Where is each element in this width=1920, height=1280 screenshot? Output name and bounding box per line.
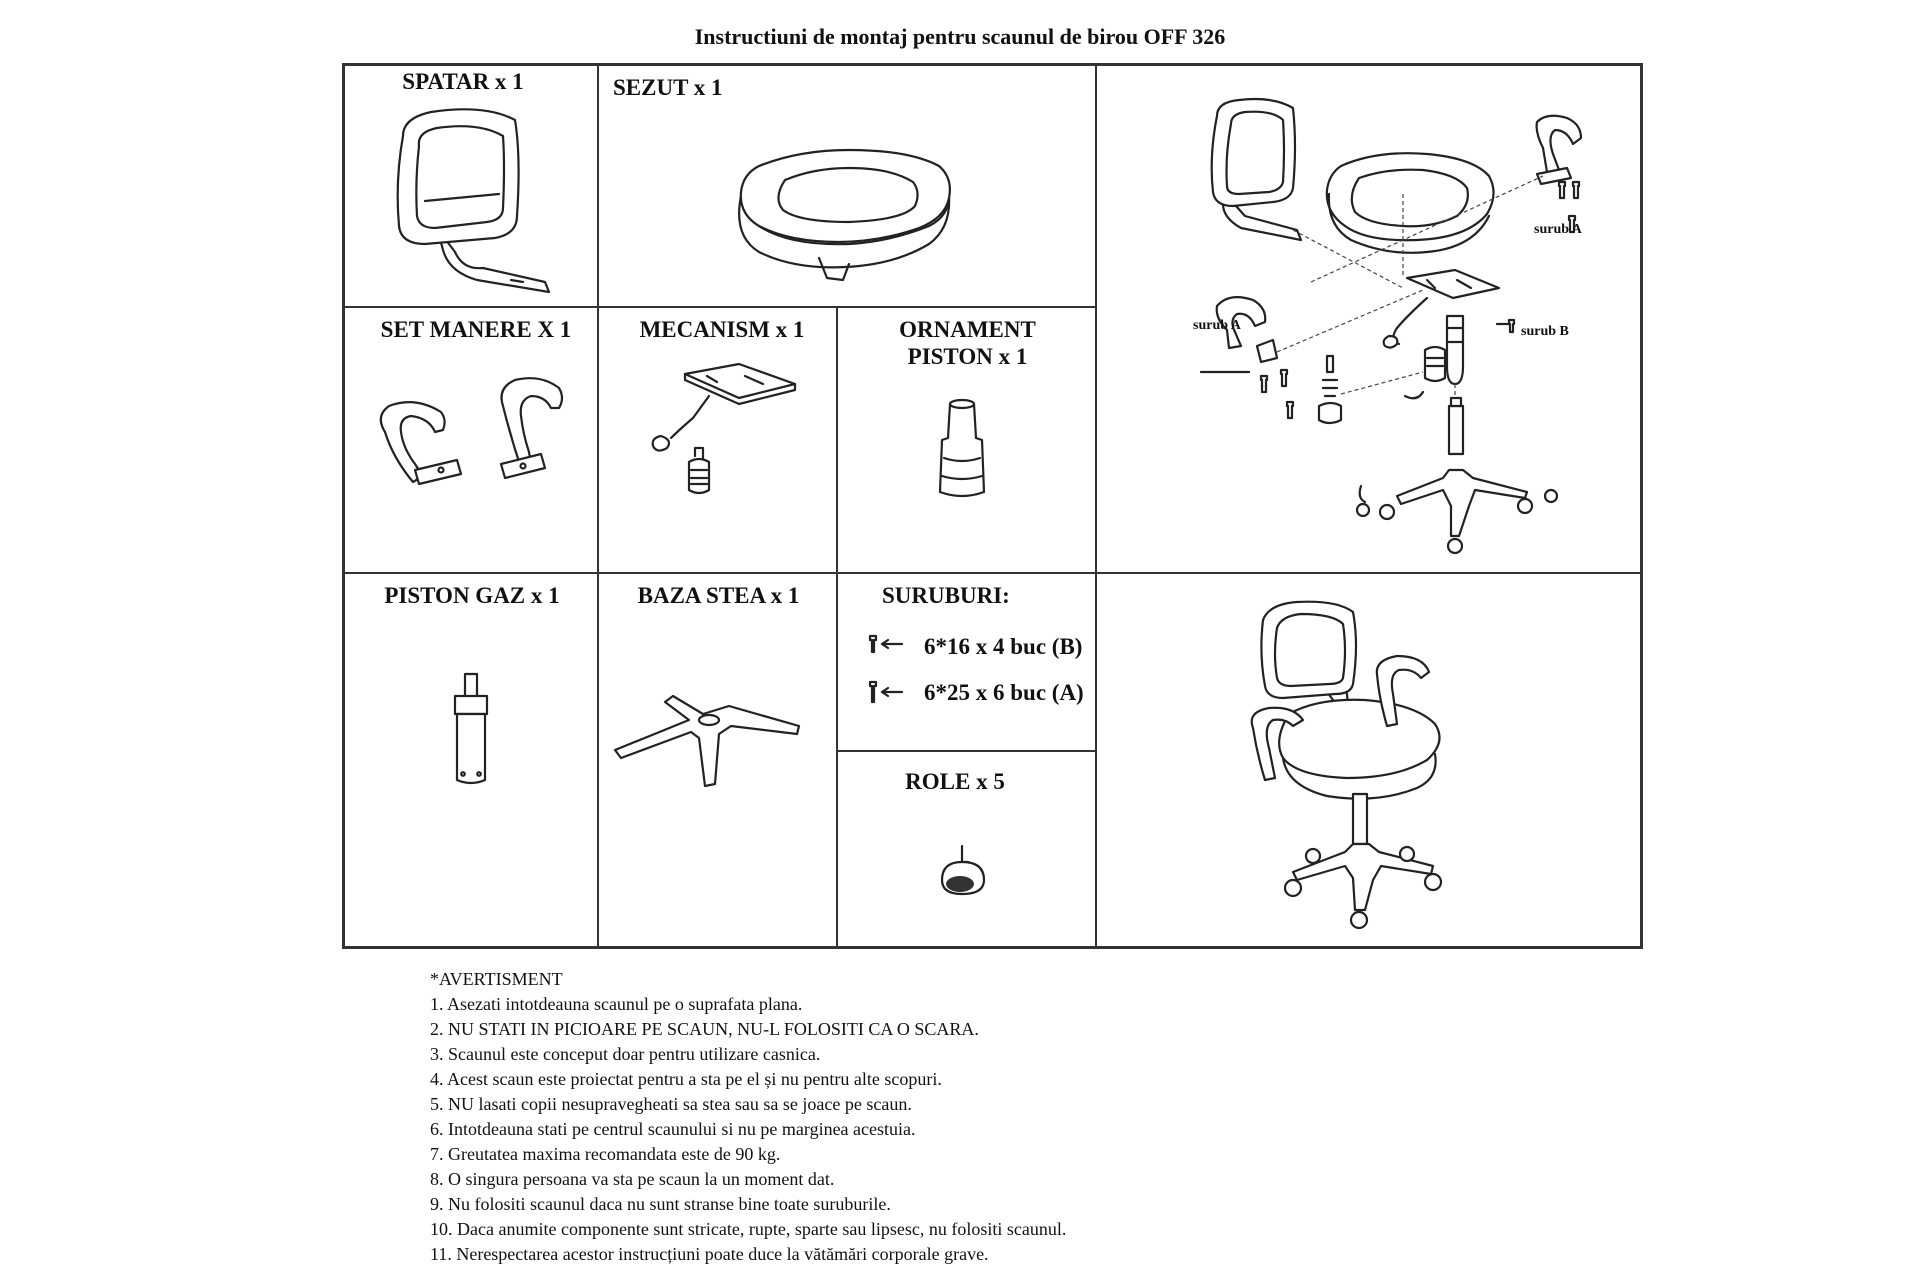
- screw-a-left-icon: [1261, 370, 1293, 418]
- cell-piston-gaz: [344, 573, 598, 947]
- cell-assembled-chair: [1096, 573, 1641, 947]
- tilt-mechanism-icon: [599, 308, 837, 573]
- label-ornament-line1: ORNAMENT: [899, 317, 1036, 342]
- label-surub-a-right: surub A: [1534, 222, 1582, 237]
- warning-item: 11. Nerespectarea acestor instrucțiuni poate duce la vătămări corporale grave.: [430, 1244, 989, 1264]
- label-ornament-line2: PISTON x 1: [907, 344, 1028, 369]
- cell-assembly-diagram: [1096, 65, 1641, 573]
- label-piston-gaz: PISTON GAZ x 1: [384, 583, 560, 608]
- exploded-assembly-illustration: [1097, 66, 1641, 573]
- label-spatar: SPATAR x 1: [402, 69, 524, 94]
- cell-sezut: [598, 65, 1096, 307]
- seat-cushion-icon: [599, 66, 1096, 307]
- label-mecanism: MECANISM x 1: [639, 317, 805, 342]
- screw-a-sample-icon: [868, 678, 928, 708]
- piston-cover-icon: [838, 308, 1096, 573]
- label-baza-stea: BAZA STEA x 1: [637, 583, 800, 608]
- label-role: ROLE x 5: [905, 769, 1005, 794]
- screw-a-spec: 6*25 x 6 buc (A): [924, 680, 1084, 705]
- parts-sheet: [342, 63, 1643, 949]
- screw-b-sample-icon: [868, 630, 928, 660]
- cell-mecanism: [598, 307, 837, 573]
- warning-item: 10. Daca anumite componente sunt stricate, rupte, sparte sau lipsesc, nu folositi scaunul.: [430, 1219, 1067, 1239]
- cell-ornament-piston: [837, 307, 1096, 573]
- warning-item: 6. Intotdeauna stati pe centrul scaunului si nu pe marginea acestuia.: [430, 1119, 916, 1139]
- warning-item: 8. O singura persoana va sta pe scaun la un moment dat.: [430, 1169, 835, 1189]
- assembled-chair-illustration: [1097, 574, 1641, 947]
- cell-suruburi: [837, 573, 1096, 751]
- caster-wheel-icon: [838, 752, 1096, 947]
- document-title: Instructiuni de montaj pentru scaunul de birou OFF 326: [694, 24, 1226, 49]
- label-surub-b: surub B: [1521, 324, 1569, 339]
- label-set-manere: SET MANERE X 1: [380, 317, 572, 342]
- star-base-icon: [599, 574, 837, 947]
- warning-item: 2. NU STATI IN PICIOARE PE SCAUN, NU-L FOLOSITI CA O SCARA.: [430, 1019, 979, 1039]
- armrests-icon: [345, 308, 598, 573]
- warnings-section: [430, 967, 1066, 1267]
- warning-item: 9. Nu folositi scaunul daca nu sunt stranse bine toate suruburile.: [430, 1194, 891, 1214]
- warnings-heading: *AVERTISMENT: [430, 969, 563, 989]
- cell-role: [837, 751, 1096, 947]
- label-suruburi: SURUBURI:: [882, 583, 1010, 608]
- label-sezut: SEZUT x 1: [613, 75, 723, 100]
- label-surub-a-left: surub A: [1193, 318, 1241, 333]
- warning-item: 5. NU lasati copii nesupravegheati sa stea sau sa se joace pe scaun.: [430, 1094, 912, 1114]
- warning-item: 1. Asezati intotdeauna scaunul pe o suprafata plana.: [430, 994, 803, 1014]
- cell-set-manere: [344, 307, 598, 573]
- cell-baza-stea: [598, 573, 837, 947]
- warning-item: 3. Scaunul este conceput doar pentru utilizare casnica.: [430, 1044, 821, 1064]
- screw-b-icon: [1509, 320, 1514, 332]
- gas-lift-icon: [345, 574, 598, 947]
- backrest-icon: [345, 66, 598, 307]
- screw-b-spec: 6*16 x 4 buc (B): [924, 634, 1083, 659]
- warning-item: 4. Acest scaun este proiectat pentru a sta pe el și nu pentru alte scopuri.: [430, 1069, 942, 1089]
- warning-item: 7. Greutatea maxima recomandata este de 90 kg.: [430, 1144, 781, 1164]
- cell-spatar: [344, 65, 598, 307]
